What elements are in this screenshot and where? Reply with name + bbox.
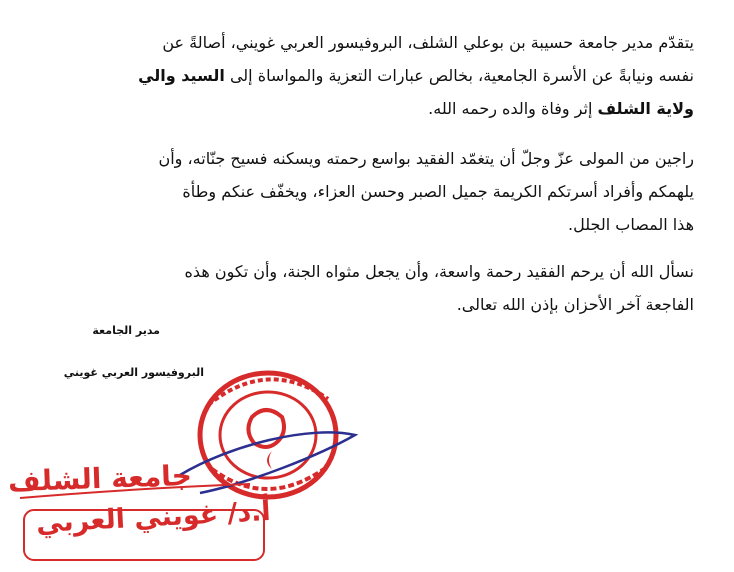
letter-line: الفاجعة آخر الأحزان بإذن الله تعالى. bbox=[456, 295, 694, 314]
letter-line: نسأل الله أن يرحم الفقيد رحمة واسعة، وأن يجعل مثواه الجنة، وأن تكون هذه bbox=[184, 262, 694, 281]
letter-text: نفسه ونيابةً عن الأسرة الجامعية، بخالص عبارات التعزية والمواساة إلى bbox=[224, 66, 694, 85]
letter-paragraph-1 bbox=[54, 26, 694, 125]
letter-bold-text: ولاية الشلف bbox=[597, 99, 694, 118]
signature-name: البروفيسور العربي غويني bbox=[63, 366, 204, 379]
letter-line: يلهمكم وأفراد أسرتكم الكريمة جميل الصبر وحسن العزاء، ويخفّف عنكم وطأة bbox=[182, 182, 694, 201]
letter-paragraph-3 bbox=[54, 255, 694, 321]
letter-line: هذا المصاب الجلل. bbox=[568, 215, 694, 234]
handstamp-university: جامعة الشلف bbox=[7, 458, 193, 499]
letter-line: يتقدّم مدير جامعة حسيبة بن بوعلي الشلف، البروفيسور العربي غويني، أصالةً عن bbox=[162, 33, 694, 52]
letter-bold-text: السيد والي bbox=[138, 66, 225, 85]
handstamp-name: أ.د/ غويني العربي bbox=[35, 495, 272, 540]
letter-line bbox=[54, 92, 694, 125]
letter-paragraph-2 bbox=[54, 142, 694, 241]
letter-line: راجين من المولى عزّ وجلّ أن يتغمّد الفقيد بواسع رحمته ويسكنه فسيح جنّاته، وأن bbox=[158, 149, 694, 168]
letter-text: إثر وفاة والده رحمه الله. bbox=[428, 99, 598, 118]
letter-line bbox=[54, 59, 694, 92]
signature-title: مدير الجامعة bbox=[92, 324, 160, 337]
